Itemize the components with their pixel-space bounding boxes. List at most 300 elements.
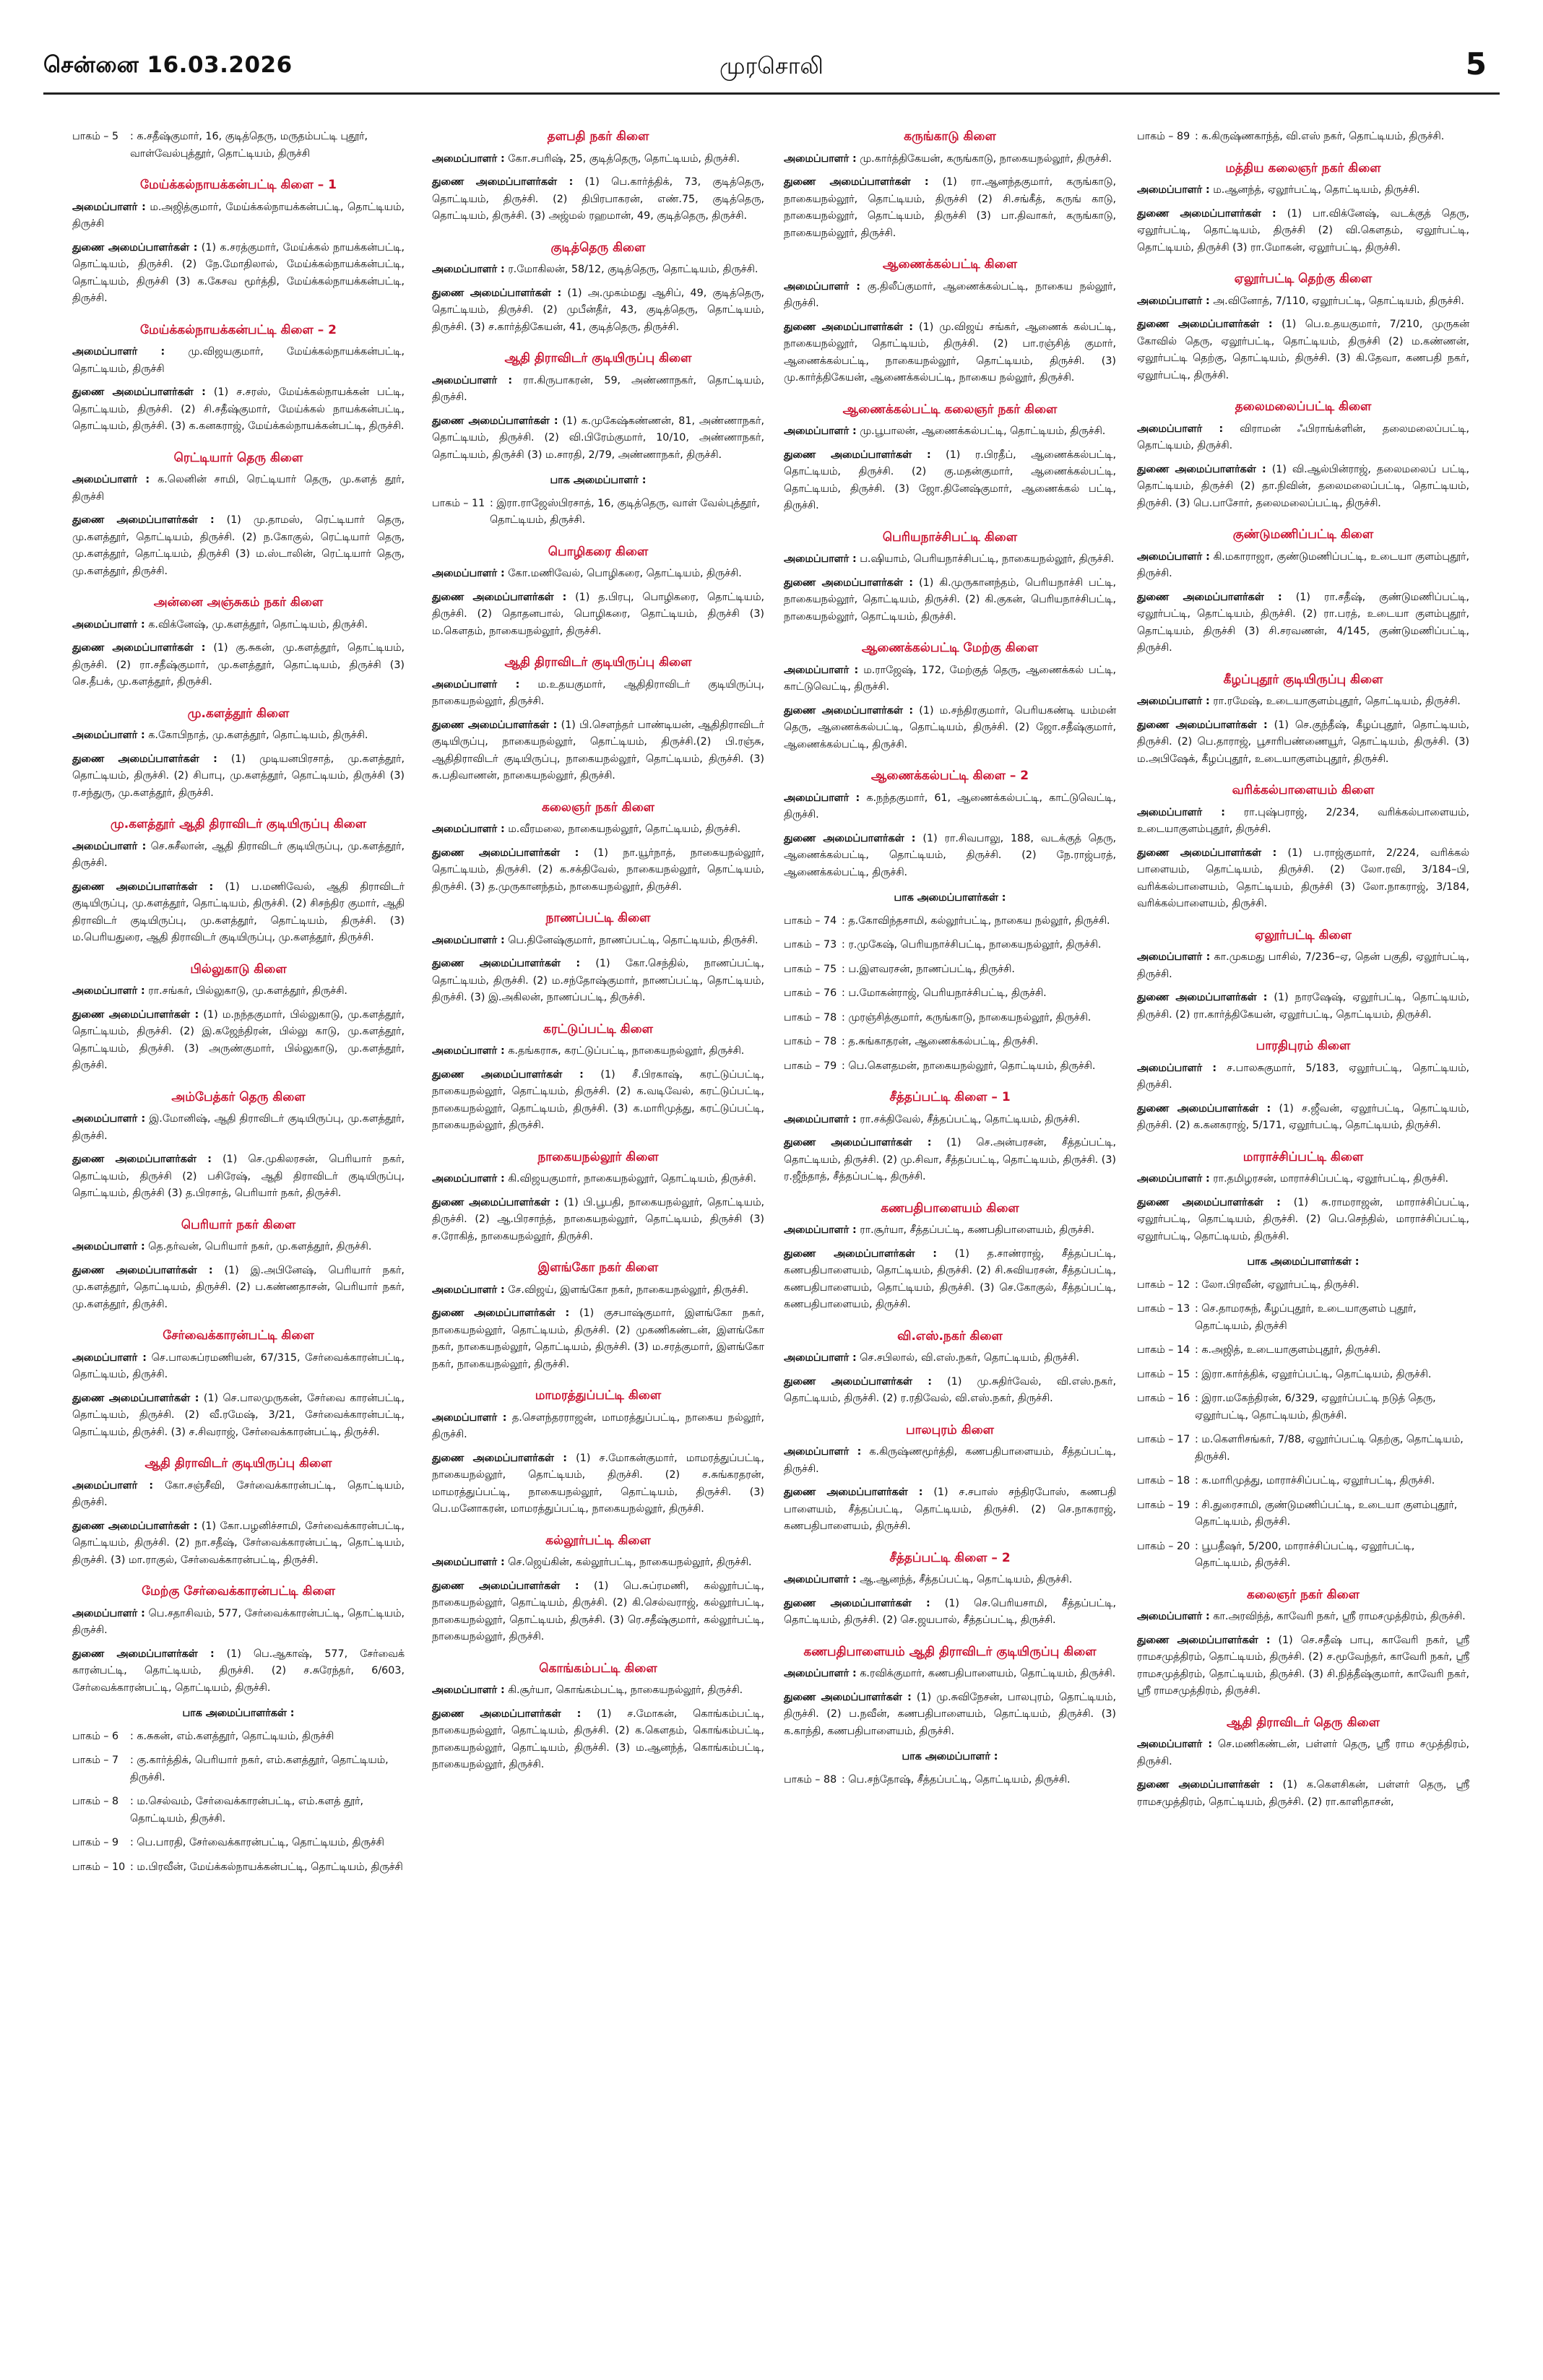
branch-section (784, 768, 1116, 881)
deputy-names: (1) செ.முகிலரசன், பெரியார் நகர், தொட்டியம், திருச்சி (2) பசிரேஷ், ஆதி திராவிடர் குடியிருப்பு, தொட்டியம், திருச்சி (3) த.பிரசாத், பெரியார் நகர், திருச்சி. (72, 1154, 405, 1199)
branch-section (432, 910, 764, 1007)
organizer-label: அமைப்பாளர் : (432, 1557, 505, 1568)
organizer-label: அமைப்பாளர் : (784, 1574, 857, 1585)
deputy-label: துணை அமைப்பாளர்கள் : (72, 1008, 199, 1021)
branch-title: ஆணைக்கல்பட்டி கிளை – 2 (870, 769, 1029, 783)
organizer-label: அமைப்பாளர் : (784, 152, 857, 165)
branch-title: மு.களத்தூர் கிளை (187, 706, 290, 721)
branch-section (72, 1583, 405, 1697)
branch-section (72, 961, 405, 1075)
deputy-label: துணை அமைப்பாளர்கள் : (432, 719, 558, 731)
ward-entry (72, 1752, 405, 1786)
branch-title: மாமரத்துப்பட்டி கிளை (535, 1388, 662, 1403)
deputy-label: துணை அமைப்பாளர்கள் : (72, 241, 198, 254)
branch-section (1137, 927, 1469, 1024)
branch-title: வி.எஸ்.நகர் கிளை (897, 1328, 1003, 1343)
organizer-name: க.விக்னேஷ், மு.களத்தூர், தொட்டியம், திருச்சி. (148, 618, 368, 631)
deputy-names: (1) க.கௌசிகன், பள்ளர் தெரு, ஸ்ரீ ராமசமுத்திரம், தொட்டியம், திருச்சி. (2) ரா.காளிதாசன், (1137, 1779, 1469, 1808)
ward-number: பாகம் – 12 (1137, 1278, 1190, 1291)
branch-title: பாரதிபுரம் கிளை (1255, 1039, 1351, 1053)
branch-title: ஆதி திராவிடர் குடியிருப்பு கிளை (144, 1456, 332, 1471)
ward-organizer: : க.சுகன், எம்.களத்தூர், தொட்டியம், திருச்சி (130, 1730, 334, 1742)
branch-section (784, 1422, 1116, 1536)
organizer-name: க.நந்தகுமார், 61, ஆணைக்கல்பட்டி, காட்டுவெட்டி, திருச்சி. (784, 792, 1117, 821)
deputy-label: துணை அமைப்பாளர்கள் : (72, 514, 215, 526)
ward-number: பாகம் – 8 (72, 1796, 119, 1807)
ward-number: பாகம் – 74 (784, 914, 837, 927)
branch-title: கணபதிபாளையம் ஆதி திராவிடர் குடியிருப்பு கிளை (803, 1644, 1097, 1659)
deputy-names: (1) ச.மோகன்குமார், மாமரத்துப்பட்டி, நாகையநல்லூர், தொட்டியம், திருச்சி. (2) ச.சுங்கரதரன், மாமரத்துப்பட்டி, நாகையநல்லூர், தொட்டியம், திருச்சி. (3) பெ.மனோகரன், மாமரத்துப்பட்டி, நாகையநல்லூர், திருச்சி. (432, 1452, 764, 1515)
deputy-label: துணை அமைப்பாளர்கள் : (72, 753, 217, 765)
branch-section (72, 322, 405, 436)
organizer-name: செ.சபிலால், வி.எஸ்.நகர், தொட்டியம், திருச்சி. (860, 1352, 1080, 1364)
deputy-label: துணை அமைப்பாளர்கள் : (432, 1580, 579, 1592)
deputy-names: (1) மு.சுதிர்வேல், வி.எஸ்.நகர், தொட்டியம், திருச்சி. (2) ர.ரதிவேல், வி.எஸ்.நகர், திருச்சி. (784, 1375, 1116, 1404)
organizer-name: ர.மோகிலன், 58/12, குடித்தெரு, தொட்டியம், திருச்சி. (508, 264, 758, 275)
deputy-names: (1) ர.பிரதீப், ஆணைக்கல்பட்டி, தொட்டியம், திருச்சி. (2) கு.மதன்குமார், ஆணைக்கல்பட்டி, தொட்டியம், திருச்சி. (3) ஜோ.தினேஷ்குமார், ஆணைக்கல் பட்டி, திருச்சி. (784, 449, 1117, 511)
organizer-name: த.செளந்தரராஜன், மாமரத்துப்பட்டி, நாகைய நல்லூர், திருச்சி. (432, 1411, 765, 1440)
organizer-label: அமைப்பாளர் : (72, 618, 145, 631)
branch-title: சீத்தப்பட்டி கிளை – 1 (889, 1090, 1011, 1104)
ward-number: பாகம் – 18 (1137, 1475, 1190, 1487)
deputy-names: (1) செ.சதீஷ் பாபு, காவேரி நகர், ஸ்ரீ ராமசமுத்திரம், தொட்டியம், திருச்சி. (2) ச.மூவேந்தர், காவேரி நகர், ஸ்ரீ ராமசமுத்திரம், தொட்டியம், திருச்சி. (3) சி.நித்தீஷ்குமார், காவேரி நகர், ஸ்ரீ ராமசமுத்திரம், திருச்சி. (1137, 1634, 1469, 1697)
organizer-label: அமைப்பாளர் : (1137, 423, 1224, 435)
ward-organizer: : க.கிருஷ்ணகாந்த், வி.எஸ் நகர், தொட்டியம், திருச்சி. (1195, 131, 1445, 142)
ward-organizer: : ர.முகேஷ், பெரியநாச்சிபட்டி, நாகையநல்லூர், திருச்சி. (842, 939, 1102, 951)
ward-entry (1137, 1497, 1469, 1531)
deputy-names: (1) ரா.சிவபாலு, 188, வடக்குத் தெரு, ஆணைக்கல்பட்டி, தொட்டியம், திருச்சி. (2) நே.ராஜ்பரத், ஆணைக்கல்பட்டி, திருச்சி. (784, 832, 1116, 878)
deputy-names: (1) வி.ஆல்பின்ராஜ், தலைமலைப் பட்டி, தொட்டியம், திருச்சி (2) தா.நிவின், தலைமலைப்பட்டி, தொட்டியம், திருச்சி. (3) பெ.பாசோர், தலைமலைப்பட்டி, திருச்சி. (1137, 463, 1469, 509)
ward-entry (784, 1772, 1116, 1789)
branch-section (784, 1089, 1116, 1186)
organizer-name: ச.பாலசுகுமார், 5/183, ஏலூர்பட்டி, தொட்டியம், திருச்சி. (1137, 1062, 1469, 1091)
branch-title: ஆதி திராவிடர் குடியிருப்பு கிளை (504, 351, 692, 365)
deputy-label: துணை அமைப்பாளர்கள் : (432, 591, 567, 603)
branch-title: ஆணைக்கல்பட்டி கலைஞர் நகர் கிளை (842, 402, 1058, 417)
header-rule (43, 92, 1500, 95)
branch-section (432, 800, 764, 896)
deputy-names: (1) பா.விக்னேஷ், வடக்குத் தெரு, ஏலூர்பட்டி, தொட்டியம், திருச்சி (2) வி.கௌதம், ஏலூர்பட்டி, தொட்டியம், திருச்சி (3) ரா.மோகன், ஏலூர்பட்டி, திருச்சி. (1137, 207, 1469, 254)
branch-section (72, 1328, 405, 1441)
ward-organizer: : கு.கார்த்திக், பெரியார் நகர், எம்.களத்தூர், தொட்டியம், திருச்சி. (130, 1754, 389, 1783)
ward-number: பாகம் – 19 (1137, 1499, 1190, 1511)
ward-entry (784, 913, 1116, 930)
organizer-label: அமைப்பாளர் : (784, 1224, 857, 1236)
ward-number: பாகம் – 79 (784, 1060, 837, 1072)
deputy-names: (1) மு.விஜய் சங்கர், ஆணைக் கல்பட்டி, நாகையநல்லூர், தொட்டியம், திருச்சி. (2) பா.ரஞ்சித் குமார், ஆணைக்கல்பட்டி, நாகையநல்லூர், தொட்டியம், திருச்சி. (3) மு.கார்த்திகேயன், ஆணைக்கல்பட்டி, நாகைய நல்லூர், திருச்சி. (784, 321, 1116, 384)
ward-organizer: : பெ.சந்தோஷ், சீத்தப்பட்டி, தொட்டியம், திருச்சி. (842, 1773, 1071, 1786)
deputy-label: துணை அமைப்பாளர்கள் : (784, 576, 913, 589)
deputy-label: துணை அமைப்பாளர்கள் : (432, 415, 558, 427)
branch-section (784, 129, 1116, 242)
ward-organizer: : இரா.ராஜேஸ்பிரசாத், 16, குடித்தெரு, வாள் வேல்புத்தூர், தொட்டியம், திருச்சி. (490, 497, 760, 526)
organizer-label: அமைப்பாளர் : (432, 264, 505, 275)
ward-entry (784, 985, 1116, 1003)
branch-title: ஏலூர்பட்டி கிளை (1255, 927, 1352, 943)
organizer-name: ரா.ரமேஷ், உடையாகுளம்புதூர், தொட்டியம், திருச்சி. (1213, 696, 1461, 707)
organizer-label: அமைப்பாளர் : (784, 792, 860, 804)
newspaper-title: முரசொலி (719, 52, 824, 79)
branch-section (72, 706, 405, 802)
organizer-name: சே.விஜய், இளங்கோ நகர், நாகையநல்லூர், திருச்சி. (508, 1284, 749, 1296)
organizer-name: தெ.தர்வன், பெரியார் நகர், மு.களத்தூர், திருச்சி. (148, 1241, 372, 1252)
issue-date: சென்னை 16.03.2026 (43, 52, 293, 78)
organizer-label: அமைப்பாளர் : (1137, 1739, 1213, 1750)
ward-entry (784, 961, 1116, 979)
column-4 (1137, 129, 1469, 1817)
ward-number: பாகம் – 88 (784, 1773, 837, 1786)
deputy-label: துணை அமைப்பாளர்கள் : (72, 386, 206, 398)
deputy-label: துணை அமைப்பாளர்கள் : (432, 176, 574, 188)
ward-number: பாகம் – 78 (784, 1036, 837, 1047)
ward-number: பாகம் – 16 (1137, 1393, 1190, 1404)
ward-entry (1137, 129, 1469, 146)
organizer-name: பெ.சதாசிவம், 577, சேர்வைக்காரன்பட்டி, தொட்டியம், திருச்சி. (72, 1607, 405, 1636)
ward-number: பாகம் – 9 (72, 1837, 119, 1848)
deputy-names: (1) ச.ஜீவன், ஏலூர்பட்டி, தொட்டியம், திருச்சி. (2) க.கனகராஜ், 5/171, ஏலூர்பட்டி, தொட்டியம், திருச்சி. (1137, 1102, 1469, 1131)
ward-number: பாகம் – 17 (1137, 1434, 1190, 1445)
organizer-label: அமைப்பாளர் : (784, 1352, 857, 1364)
column-3 (784, 129, 1116, 1796)
deputy-names: (1) ரா.ஆனந்தகுமார், கருங்காடு, நாகையநல்லூர், தொட்டியம், திருச்சி (2) சி.சங்கீத், கருங் காடு, நாகையநல்லூர், தொட்டியம், திருச்சி (3) பா.திவாகர், கருங்காடு, நாகையநல்லூர், திருச்சி. (784, 176, 1116, 239)
ward-organizer: : இரா.மகேந்திரன், 6/329, ஏலூர்ப்பட்டி நடுத் தெரு, ஏலூர்பட்டி, தொட்டியம், திருச்சி. (1195, 1393, 1436, 1421)
deputy-names: (1) சீ.பிரகாஷ், கரட்டுப்பட்டி, நாகையநல்லூர், தொட்டியம், திருச்சி. (2) க.வடிவேல், கரட்டுப்பட்டி, நாகையநல்லூர், தொட்டியம், திருச்சி. (3) க.மாரிமுத்து, கரட்டுப்பட்டி, நாகையநல்லூர், திருச்சி. (432, 1068, 764, 1131)
branch-section (432, 544, 764, 641)
deputy-label: துணை அமைப்பாளர்கள் : (784, 832, 916, 844)
deputy-label: துணை அமைப்பாளர்கள் : (784, 449, 931, 461)
organizer-label: அமைப்பாளர் : (1137, 1062, 1217, 1074)
deputy-label: துணை அமைப்பாளர்கள் : (72, 1264, 213, 1276)
ward-organizer: : பெ.கௌதமன், நாகையநல்லூர், தொட்டியம், திருச்சி. (842, 1060, 1096, 1072)
deputy-names: (1) செ.பெரியசாமி, சீத்தப்பட்டி, தொட்டியம், திருச்சி. (2) செ.ஜயபால், சீத்தப்பட்டி, திருச்சி. (784, 1597, 1116, 1626)
branch-section (72, 594, 405, 691)
deputy-label: துணை அமைப்பாளர்கள் : (432, 1307, 570, 1319)
branch-section (432, 1388, 764, 1518)
branch-section (1137, 1715, 1469, 1812)
organizer-label: அமைப்பாளர் : (1137, 295, 1210, 307)
deputy-label: துணை அமைப்பாளர்கள் : (784, 1487, 923, 1498)
deputy-label: துணை அமைப்பாளர்கள் : (432, 958, 581, 969)
organizer-label: அமைப்பாளர் : (784, 280, 860, 293)
organizer-label: அமைப்பாளர் : (72, 1479, 154, 1492)
branch-title: தளபதி நகர் கிளை (547, 129, 649, 144)
branch-title: சீத்தப்பட்டி கிளை – 2 (889, 1550, 1011, 1565)
ward-organizer: : க.மாரிமுத்து, மாராச்சிப்பட்டி, ஏலூர்பட்டி, திருச்சி. (1195, 1475, 1435, 1487)
branch-section (72, 1089, 405, 1203)
branch-section (784, 1644, 1116, 1741)
ward-organizers-heading: பாக அமைப்பாளர்கள் : (1247, 1256, 1360, 1268)
ward-entry (72, 1859, 405, 1877)
branch-title: வரிக்கல்பாளையம் கிளை (1232, 783, 1375, 797)
deputy-label: துணை அமைப்பாளர்கள் : (784, 321, 913, 333)
organizer-label: அமைப்பாளர் : (1137, 696, 1210, 707)
deputy-label: துணை அமைப்பாளர்கள் : (72, 1648, 215, 1660)
branch-title: ஆதி திராவிடர் குடியிருப்பு கிளை (504, 655, 692, 670)
ward-entry (72, 1728, 405, 1746)
organizer-name: கி.சூர்யா, கொங்கம்பட்டி, நாகையநல்லூர், திருச்சி. (508, 1684, 743, 1696)
organizer-label: அமைப்பாளர் : (1137, 550, 1210, 563)
ward-number: பாகம் – 78 (784, 1011, 837, 1024)
organizer-label: அமைப்பாளர் : (432, 934, 505, 946)
deputy-label: துணை அமைப்பாளர்கள் : (1137, 1196, 1281, 1208)
deputy-label: துணை அமைப்பாளர்கள் : (1137, 319, 1273, 330)
deputy-names: (1) ச.சபாஸ் சந்திரபோஸ், கணபதி பாளையம், சீத்தப்பட்டி, தொட்டியம், திருச்சி. (2) செ.நாகராஜ், கணபதிபாளையம், திருச்சி. (784, 1487, 1116, 1532)
branch-section (1137, 160, 1469, 257)
organizer-label: அமைப்பாளர் : (72, 346, 165, 358)
organizer-label: அமைப்பாளர் : (432, 568, 505, 579)
branch-section (1137, 527, 1469, 657)
ward-organizer: : இரா.கார்த்திக், ஏலூர்ப்பட்டி, தொட்டியம், திருச்சி. (1195, 1368, 1432, 1380)
branch-section (72, 816, 405, 947)
ward-number: பாகம் – 76 (784, 987, 837, 999)
organizer-label: அமைப்பாளர் : (432, 1411, 507, 1424)
deputy-label: துணை அமைப்பாளர்கள் : (1137, 591, 1282, 603)
branch-title: கணபதிபாளையம் கிளை (881, 1200, 1019, 1216)
ward-organizer: : ம.கௌரிசங்கர், 7/88, ஏலூர்ப்பட்டி தெற்கு, தொட்டியம், திருச்சி. (1195, 1434, 1464, 1463)
ward-number: பாகம் – 10 (72, 1861, 126, 1873)
branch-title: மேய்க்கல்நாயக்கன்பட்டி கிளை – 2 (140, 322, 337, 337)
deputy-names: (1) கு.சுகன், மு.களத்தூர், தொட்டியம், திருச்சி. (2) ரா.சதீஷ்குமார், மு.களத்தூர், தொட்டியம், திருச்சி (3) செ.தீபக், மு.களத்தூர், திருச்சி. (72, 642, 405, 688)
branch-title: குடித்தெரு கிளை (550, 240, 646, 255)
organizer-name: செ.மணிகண்டன், பள்ளர் தெரு, ஸ்ரீ ராம சமுத்திரம், திருச்சி. (1137, 1739, 1470, 1767)
deputy-label: துணை அமைப்பாளர்கள் : (72, 1392, 199, 1404)
ward-number: பாகம் – 13 (1137, 1303, 1190, 1315)
deputy-names: (1) ச.மோகன், கொங்கம்பட்டி, நாகையநல்லூர், தொட்டியம், திருச்சி. (2) க.கௌதம், கொங்கம்பட்டி, நாகையநல்லூர், தொட்டியம், திருச்சி. (3) ம.ஆனந்த், கொங்கம்பட்டி, நாகையநல்லூர், திருச்சி. (432, 1708, 764, 1770)
organizer-name: ரா.சக்திவேல், சீத்தப்பட்டி, தொட்டியம், திருச்சி. (860, 1113, 1081, 1125)
deputy-names: (1) ச.சரஸ், மேய்க்கல்நாயக்கன் பட்டி, தொட்டியம், திருச்சி. (2) சி.சதீஷ்குமார், மேய்க்கல் நாயக்கன்பட்டி, தொட்டியம், திருச்சி. (3) க.கனகராஜ், மேய்க்கல்நாயக்கன்பட்டி, திருச்சி. (72, 386, 405, 432)
ward-entry (1137, 1277, 1469, 1294)
ward-entry (1137, 1367, 1469, 1384)
ward-number: பாகம் – 73 (784, 939, 837, 951)
organizer-name: கா.முகமது பாசில், 7/236–ஏ, தென் பகுதி, ஏலூர்பட்டி, திருச்சி. (1137, 951, 1470, 980)
branch-section (72, 1217, 405, 1314)
organizer-label: அமைப்பாளர் : (1137, 951, 1211, 963)
organizer-name: இ.மோனிஷ், ஆதி திராவிடர் குடியிருப்பு, மு.களத்தூர், திருச்சி. (72, 1113, 405, 1142)
deputy-names: (1) க.சரத்குமார், மேய்க்கல் நாயக்கன்பட்டி, தொட்டியம், திருச்சி. (2) நே.மோதிலால், மேய்க்கல்நாயக்கன்பட்டி, தொட்டியம், திருச்சி (3) க.கேசவ மூர்த்தி, மேய்க்கல்நாயக்கன்பட்டி, திருச்சி. (72, 241, 405, 304)
ward-entry (1137, 1473, 1469, 1490)
deputy-names: (1) ம.சந்திரகுமார், பெரியகண்டி யம்மன் தெரு, ஆணைக்கல்பட்டி, தொட்டியம், திருச்சி. (2) ஜோ.சதீஷ்குமார், ஆணைக்கல்பட்டி, திருச்சி. (784, 704, 1116, 750)
branch-section (1137, 1587, 1469, 1700)
organizer-name: கோ.சபரிஷ், 25, குடித்தெரு, தொட்டியம், திருச்சி. (508, 152, 740, 165)
organizer-label: அமைப்பாளர் : (432, 678, 520, 691)
deputy-names: (1) பெ.உதயகுமார், 7/210, முருகன் கோவில் தெரு, ஏலூர்பட்டி, தொட்டியம், திருச்சி (2) ம.கண்ணன், ஏலூர்பட்டி தெற்கு, தொட்டியம், திருச்சி. (3) கி.தேவா, கணபதி நகர், ஏலூர்பட்டி, திருச்சி. (1137, 319, 1469, 381)
ward-number: பாகம் – 5 (72, 131, 119, 142)
organizer-name: மு.பூபாலன், ஆணைக்கல்பட்டி, தொட்டியம், திருச்சி. (860, 425, 1106, 437)
ward-entry (72, 1793, 405, 1827)
ward-entry (1137, 1301, 1469, 1335)
branch-title: தலைமலைப்பட்டி கிளை (1235, 399, 1372, 414)
organizer-name: பெ.தினேஷ்குமார், நாணப்பட்டி, தொட்டியம், திருச்சி. (508, 934, 758, 946)
branch-section (784, 256, 1116, 387)
branch-section (432, 350, 764, 464)
organizer-label: அமைப்பாளர் : (72, 985, 145, 997)
organizer-name: ம.உதயகுமார், ஆதிதிராவிடர் குடியிருப்பு, நாகையநல்லூர், திருச்சி. (432, 678, 765, 707)
organizer-name: ப.ஷியாம், பெரியநாச்சிபட்டி, நாகையநல்லூர், திருச்சி. (860, 553, 1115, 565)
branch-section (1137, 1149, 1469, 1246)
organizer-name: மு.விஜயகுமார், மேய்க்கல்நாயக்கன்பட்டி, தொட்டியம், திருச்சி (72, 346, 405, 375)
branch-section (72, 450, 405, 581)
branch-section (432, 1260, 764, 1373)
branch-section (72, 1455, 405, 1569)
ward-number: பாகம் – 75 (784, 963, 837, 975)
ward-entry (72, 1835, 405, 1852)
ward-organizer: : த.கோவிந்தசாமி, கல்லூர்பட்டி, நாகைய நல்லூர், திருச்சி. (842, 914, 1110, 927)
ward-organizer: : ம.செல்வம், சேர்வைக்காரன்பட்டி, எம்.களத் தூர், தொட்டியம், திருச்சி. (130, 1796, 364, 1825)
ward-organizer: : க.சதீஷ்குமார், 16, குடித்தெரு, மருதம்பட்டி புதூர், வாள்வேல்புத்தூர், தொட்டியம், திருச்சி (130, 131, 368, 160)
deputy-label: துணை அமைப்பாளர்கள் : (432, 1068, 584, 1081)
ward-number: பாகம் – 15 (1137, 1368, 1190, 1380)
ward-organizer: : பெ.பாரதி, சேர்வைக்காரன்பட்டி, தொட்டியம், திருச்சி (130, 1837, 384, 1848)
branch-title: மாராச்சிப்பட்டி கிளை (1242, 1149, 1364, 1164)
deputy-label: துணை அமைப்பாளர்கள் : (1137, 719, 1268, 731)
deputy-names: (1) மு.தாமஸ், ரெட்டியார் தெரு, மு.களத்தூர், தொட்டியம், திருச்சி. (2) ந.கோகுல், ரெட்டியார் தெரு, மு.களத்தூர், தொட்டியம், திருச்சி (3) ம.ஸ்டாலின், ரெட்டியார் தெரு, மு.களத்தூர், திருச்சி. (72, 514, 405, 577)
ward-entry (1137, 1539, 1469, 1572)
organizer-label: அமைப்பாளர் : (72, 730, 145, 741)
ward-organizer: : ப.இளவரசன், நாணப்பட்டி, திருச்சி. (842, 963, 1015, 975)
branch-section (1137, 399, 1469, 512)
page-number: 5 (1465, 46, 1487, 82)
organizer-label: அமைப்பாளர் : (1137, 1611, 1210, 1622)
branch-title: மு.களத்தூர் ஆதி திராவிடர் குடியிருப்பு கிளை (110, 817, 367, 831)
branch-section (1137, 271, 1469, 384)
branch-title: சேர்வைக்காரன்பட்டி கிளை (163, 1328, 314, 1343)
ward-entry (784, 1034, 1116, 1051)
deputy-names: (1) பெ.ஆகாஷ், 577, சேர்வைக் காரன்பட்டி, தொட்டியம், திருச்சி. (2) ச.சுரேந்தர், 6/603, சேர்வைக்காரன்பட்டி, தொட்டியம், திருச்சி. (72, 1648, 405, 1694)
deputy-names: (1) கோ.பழனிச்சாமி, சேர்வைக்காரன்பட்டி, தொட்டியம், திருச்சி. (2) நா.சதீஷ், சேர்வைக்காரன்பட்டி, தொட்டியம், திருச்சி. (3) மா.ராகுல், சேர்வைக்காரன்பட்டி, திருச்சி. (72, 1520, 405, 1566)
organizer-label: அமைப்பாளர் : (432, 823, 505, 835)
branch-title: மேற்கு சேர்வைக்காரன்பட்டி கிளை (142, 1584, 335, 1598)
branch-title: கலைஞர் நகர் கிளை (541, 800, 655, 815)
organizer-name: செ.ஜெய்கின், கல்லூர்பட்டி, நாகையநல்லூர், திருச்சி. (508, 1557, 752, 1568)
organizer-name: செ.பாலசுப்ரமணியன், 67/315, சேர்வைக்காரன்பட்டி, தொட்டியம், திருச்சி. (72, 1351, 405, 1380)
organizer-label: அமைப்பாளர் : (72, 1113, 146, 1125)
ward-organizer: : முரஞ்சித்குமார், கருங்காடு, நாகையநல்லூர், திருச்சி. (842, 1011, 1092, 1024)
branch-section (784, 1550, 1116, 1630)
branch-title: குண்டுமணிப்பட்டி கிளை (1232, 527, 1374, 542)
deputy-label: துணை அமைப்பாளர்கள் : (784, 1691, 912, 1703)
branch-section (784, 402, 1116, 515)
deputy-names: (1) க.முகேஷ்கண்ணன், 81, அண்ணாநகர், தொட்டியம், திருச்சி. (2) வி.பிரேம்குமார், 10/10, அண்ணாநகர், தொட்டியம், திருச்சி (3) ம.சாரதி, 2/79, அண்ணாநகர், திருச்சி. (432, 415, 764, 461)
deputy-label: துணை அமைப்பாளர்கள் : (1137, 1102, 1271, 1115)
branch-title: பெரியநாச்சிபட்டி கிளை (882, 529, 1018, 545)
organizer-label: அமைப்பாளர் : (432, 1045, 505, 1057)
organizer-name: ரா.புஷ்பராஜ், 2/234, வரிக்கல்பாளையம், உடையாகுளம்புதூர், திருச்சி. (1137, 806, 1470, 835)
deputy-names: (1) செ.குந்தீஷ், கீழப்புதூர், தொட்டியம், திருச்சி. (2) பெ.தாராஜ், பூசாரிபண்ணையூர், தொட்டியம், திருச்சி. (3) ம.அபிஷேக், கீழப்புதூர், உடையாகுளம்புதூர், திருச்சி. (1137, 719, 1470, 765)
deputy-label: துணை அமைப்பாளர்கள் : (1137, 1779, 1274, 1791)
organizer-name: க.லெனின் சாமி, ரெட்டியார் தெரு, மு.களத் தூர், திருச்சி (72, 474, 405, 503)
deputy-names: (1) செ.பாலமுருகன், சேர்வை காரன்பட்டி, தொட்டியம், திருச்சி. (2) வீ.ரமேஷ், 3/21, சேர்வைக்காரன்பட்டி, தொட்டியம், திருச்சி. (3) ச.சிவராஜ், சேர்வைக்காரன்பட்டி, திருச்சி. (72, 1392, 405, 1438)
deputy-names: (1) அ.முகம்மது ஆசிப், 49, குடித்தெரு, தொட்டியம், திருச்சி. (2) முபீன்தீர், 43, குடித்தெரு, தொட்டியம், திருச்சி. (3) ச.கார்த்திகேயன், 41, குடித்தெரு, திருச்சி. (432, 287, 764, 333)
deputy-names: (1) பி.பூபதி, நாகையநல்லூர், தொட்டியம், திருச்சி. (2) ஆ.பிரசாந்த், நாகையநல்லூர், தொட்டியம், திருச்சி (3) ச.ரோகித், நாகையநல்லூர், திருச்சி. (432, 1196, 764, 1242)
ward-number: பாகம் – 20 (1137, 1540, 1190, 1552)
branch-title: அன்னை அஞ்சுகம் நகர் கிளை (153, 595, 324, 610)
organizer-label: அமைப்பாளர் : (72, 201, 146, 213)
ward-number: பாகம் – 7 (72, 1754, 119, 1766)
ward-organizer: : லோ.பிரவீன், ஏலூர்பட்டி, திருச்சி. (1195, 1278, 1360, 1291)
organizer-name: விராமன் ஃபிராங்க்ளின், தலைமலைப்பட்டி, தொட்டியம், திருச்சி. (1137, 423, 1470, 451)
organizer-label: அமைப்பாளர் : (72, 1351, 147, 1364)
branch-section (784, 529, 1116, 626)
branch-title: ஆணைக்கல்பட்டி கிளை (882, 257, 1018, 272)
deputy-names: (1) ம.நந்தகுமார், பில்லுகாடு, மு.களத்தூர், தொட்டியம், திருச்சி. (2) இ.கஜேந்திரன், பில்லு காடு, மு.களத்தூர், தொட்டியம், திருச்சி. (3) அருண்குமார், பில்லுகாடு, மு.களத்தூர், திருச்சி. (72, 1008, 405, 1071)
organizer-label: அமைப்பாளர் : (72, 840, 147, 852)
branch-title: ஆதி திராவிடர் தெரு கிளை (1227, 1715, 1380, 1730)
deputy-label: துணை அமைப்பாளர்கள் : (784, 1375, 933, 1388)
ward-entry (784, 1058, 1116, 1076)
deputy-label: துணை அமைப்பாளர்கள் : (72, 642, 206, 654)
organizer-label: அமைப்பாளர் : (432, 1284, 505, 1296)
deputy-label: துணை அமைப்பாளர்கள் : (1137, 992, 1268, 1003)
deputy-label: துணை அமைப்பாளர்கள் : (1137, 847, 1277, 859)
masthead (0, 0, 1543, 82)
ward-organizers-heading: பாக அமைப்பாளர்கள் : (182, 1708, 295, 1719)
deputy-label: துணை அமைப்பாளர்கள் : (784, 1597, 930, 1609)
branch-title: பாலபுரம் கிளை (905, 1422, 995, 1437)
ward-organizer: : சி.துரைசாமி, குண்டுமணிப்பட்டி, உடையா குளம்புதூர், தொட்டியம், திருச்சி. (1195, 1499, 1458, 1528)
ward-entry (784, 1010, 1116, 1027)
deputy-names: (1) செ.அன்பரசன், சீத்தப்பட்டி, தொட்டியம், திருச்சி. (2) மு.சிவா, சீத்தப்பட்டி, தொட்டியம், திருச்சி. (3) ர.ஜீந்தாத், சீத்தப்பட்டி, திருச்சி. (784, 1137, 1116, 1182)
column-2 (432, 129, 764, 1780)
organizer-label: அமைப்பாளர் : (784, 1668, 857, 1679)
branch-title: இளங்கோ நகர் கிளை (537, 1260, 659, 1275)
deputy-names: (1) முடியனபிரசாத், மு.களத்தூர், தொட்டியம், திருச்சி. (2) சிபாபு, மு.களத்தூர், தொட்டியம், திருச்சி (3) ர.சந்துரு, மு.களத்தூர், திருச்சி. (72, 753, 405, 799)
organizer-name: க.கோபிநாத், மு.களத்தூர், தொட்டியம், திருச்சி. (148, 730, 368, 741)
branch-section (432, 1661, 764, 1774)
organizer-name: க.கிருஷ்ணமூர்த்தி, கணபதிபாளையம், சீத்தப்பட்டி, திருச்சி. (784, 1446, 1116, 1475)
branch-title: ஆணைக்கல்பட்டி மேற்கு கிளை (861, 641, 1039, 655)
deputy-names: (1) பி.செளந்தர் பாண்டியன், ஆதிதிராவிடர் குடியிருப்பு, நாகையநல்லூர், தொட்டியம், திருச்சி.(2) பி.ரஞ்சு, ஆதிதிராவிடர் குடியிருப்பு, நாகையநல்லூர், தொட்டியம், திருச்சி. (3) சு.பதிவாணன், நாகையநல்லூர், திருச்சி. (432, 719, 764, 782)
organizer-label: அமைப்பாளர் : (1137, 1173, 1210, 1185)
deputy-label: துணை அமைப்பாளர்கள் : (432, 847, 579, 859)
deputy-names: (1) ரா.சதீஷ், குண்டுமணிப்பட்டி, ஏலூர்பட்டி, தொட்டியம், திருச்சி. (2) ரா.பரத், உடையா குளம்புதூர், தொட்டியம், திருச்சி (3) சி.சரவணன், 4/145, குண்டுமணிப்பட்டி, திருச்சி. (1137, 591, 1470, 654)
ward-organizer: : த.சுங்காதரன், ஆணைக்கல்பட்டி, திருச்சி. (842, 1036, 1039, 1047)
organizer-label: அமைப்பாளர் : (784, 664, 859, 676)
deputy-names: (1) த.சாண்ராஜ், சீத்தப்பட்டி, கணபதிபாளையம், தொட்டியம், திருச்சி. (2) சி.சுவியரசன், சீத்தப்பட்டி, கணபதிபாளையம், தொட்டியம், திருச்சி. (3) செ.கோகுல், சீத்தப்பட்டி, கணபதிபாளையம், திருச்சி. (784, 1247, 1116, 1310)
branch-section (784, 640, 1116, 753)
deputy-names: (1) குசபாஷ்குமார், இளங்கோ நகர், நாகையநல்லூர், தொட்டியம், திருச்சி. (2) முகணிகண்டன், இளங்கோ நகர், நாகையநல்லூர், தொட்டியம், திருச்சி. (3) ம.சரத்குமார், இளங்கோ நகர், நாகையநல்லூர், திருச்சி. (432, 1307, 764, 1370)
organizer-name: கு.திலீப்குமார், ஆணைக்கல்பட்டி, நாகைய நல்லூர், திருச்சி. (784, 280, 1117, 309)
organizer-name: ம.வீரமலை, நாகையநல்லூர், தொட்டியம், திருச்சி. (508, 823, 741, 835)
ward-organizer: : க.அஜித், உடையாகுளம்புதூர், திருச்சி. (1195, 1344, 1381, 1356)
ward-organizer-heading: பாக அமைப்பாளர் : (902, 1751, 998, 1762)
deputy-label: துணை அமைப்பாளர்கள் : (784, 176, 929, 188)
organizer-label: அமைப்பாளர் : (432, 1684, 505, 1696)
deputy-label: துணை அமைப்பாளர்கள் : (1137, 463, 1266, 475)
organizer-name: கா.அரவிந்த், காவேரி நகர், ஸ்ரீ ராமசமுத்திரம், திருச்சி. (1213, 1611, 1466, 1622)
branch-section (432, 1149, 764, 1246)
deputy-names: (1) சு.ராமராஜன், மாராச்சிப்பட்டி, ஏலூர்பட்டி, தொட்டியம், திருச்சி. (2) பெ.செந்தில், மாராச்சிப்பட்டி, ஏலூர்பட்டி, தொட்டியம், திருச்சி. (1137, 1196, 1469, 1242)
branch-section (432, 1021, 764, 1135)
organizer-label: அமைப்பாளர் : (784, 1446, 862, 1458)
branch-title: கருங்காடு கிளை (904, 129, 996, 144)
branch-section (1137, 672, 1469, 769)
organizer-label: அமைப்பாளர் : (784, 1113, 857, 1125)
branch-section (432, 129, 764, 225)
deputy-label: துணை அமைப்பாளர்கள் : (1137, 207, 1276, 220)
organizer-name: கோ.மணிவேல், பொழிகரை, தொட்டியம், திருச்சி. (508, 568, 742, 579)
branch-section (784, 1328, 1116, 1408)
organizer-label: அமைப்பாளர் : (432, 374, 513, 386)
branch-section (1137, 1038, 1469, 1135)
deputy-names: (1) நாரஷேஷ், ஏலூர்பட்டி, தொட்டியம், திருச்சி. (2) ரா.கார்த்திகேயன், ஏலூர்பட்டி, தொட்டியம், திருச்சி. (1137, 992, 1469, 1021)
organizer-name: ரா.தமிழரசன், மாராச்சிப்பட்டி, ஏலூர்பட்டி, திருச்சி. (1213, 1173, 1449, 1185)
deputy-names: (1) ப.ராஜ்குமார், 2/224, வரிக்கல் பாளையம், தொட்டியம், திருச்சி. (2) லோ.ரவி, 3/184–பி, வரிக்கல்பாளையம், தொட்டியம், திருச்சி (3) லோ.நாகராஜ், 3/184, வரிக்கல்பாளையம், திருச்சி. (1137, 847, 1469, 909)
ward-organizer-heading: பாக அமைப்பாளர் : (550, 475, 647, 486)
branch-section (432, 654, 764, 785)
ward-entry (1137, 1342, 1469, 1359)
branch-title: கல்லூர்பட்டி கிளை (545, 1533, 651, 1548)
branch-title: மேய்க்கல்நாயக்கன்பட்டி கிளை – 1 (140, 178, 337, 192)
